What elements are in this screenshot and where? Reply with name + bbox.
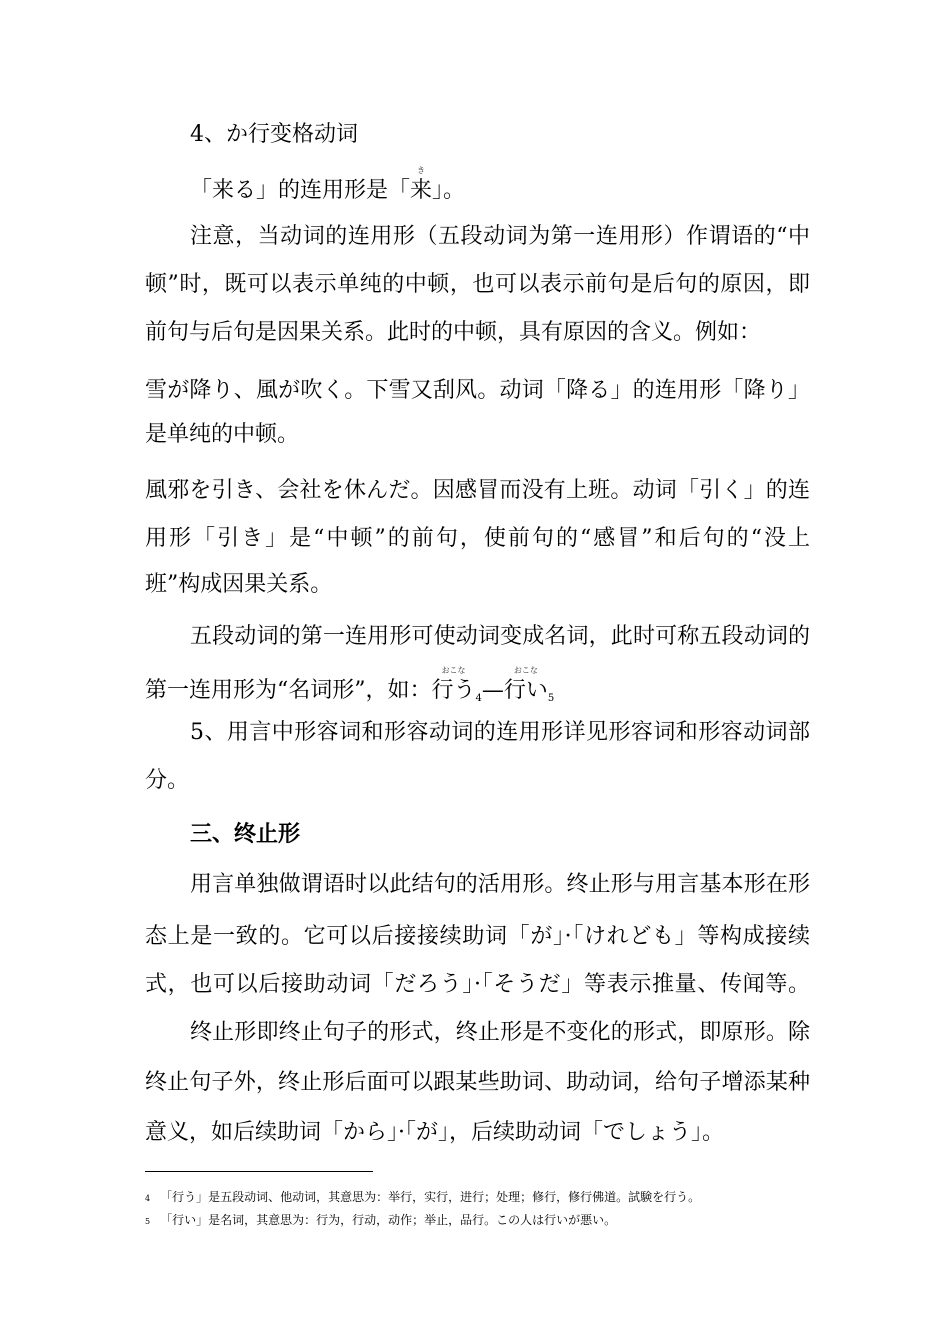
footnote-5-text: 「行い」是名词，其意思为：行为，行动，动作；举止，品行。この人は行いが悪い。 [160, 1213, 617, 1227]
kuru-text: 「来る」的连用形是「 き 来」。 [190, 178, 465, 203]
godan-paragraph-line-2 [145, 666, 810, 714]
kuru-ki-ruby: き [417, 166, 426, 175]
footnote-4 [145, 1189, 825, 1207]
shushikei-paragraph-1-line-3: 式，也可以后接助动词「だろう」·「そうだ」等表示推量、传闻等。 [145, 972, 810, 997]
heading-5-line-1: 5、用言中形容词和形容动词的连用形详见形容词和形容动词部 [190, 720, 810, 745]
paragraph-note-line-3: 前句与后句是因果关系。此时的中顿，具有原因的含义。例如： [145, 320, 762, 345]
shushikei-paragraph-2-line-1: 终止形即终止句子的形式，终止形是不变化的形式，即原形。除 [190, 1020, 810, 1045]
heading-ka-irregular-verb: 4、か行变格动词 [190, 122, 358, 147]
example-1-line-1: 雪が降り、風が吹く。下雪又刮风。动词「降る」的连用形「降り」 [145, 378, 810, 403]
word-okonau-base: 行う [431, 678, 476, 703]
footnote-separator [145, 1171, 373, 1172]
dash: — [481, 678, 504, 703]
footnote-5-number: 5 [145, 1217, 151, 1226]
shushikei-paragraph-2-line-2: 终止句子外，终止形后面可以跟某些助词、助动词，给句子增添某种 [145, 1070, 810, 1095]
godan-line-2-text: 第一连用形为“名词形”，如： [145, 678, 432, 703]
paragraph-note-line-2: 顿”时，既可以表示单纯的中顿，也可以表示前句是后句的原因，即 [145, 272, 810, 297]
word-okonai-base: 行い [503, 678, 548, 703]
shushikei-paragraph-1-line-1: 用言单独做谓语时以此结句的活用形。终止形与用言基本形在形 [190, 872, 810, 897]
shushikei-paragraph-2-line-3: 意义，如后续助词「から」·「が」，后续助动词「でしょう」。 [145, 1120, 724, 1145]
example-2-line-1: 風邪を引き、会社を休んだ。因感冒而没有上班。动词「引く」的连 [145, 478, 810, 503]
heading-5-line-2: 分。 [145, 768, 190, 793]
example-1-line-2: 是单纯的中顿。 [145, 422, 300, 447]
shushikei-paragraph-1-line-2: 态上是一致的。它可以后接接续助词「が」·「けれども」等构成接续 [145, 924, 810, 949]
paragraph-kuru [190, 166, 810, 206]
godan-paragraph-line-1: 五段动词的第一连用形可使动词变成名词，此时可称五段动词的 [190, 624, 810, 649]
footnote-5 [145, 1212, 825, 1230]
word-okonai-ruby: おこな [513, 666, 538, 675]
footnote-ref-5[interactable]: 5 [547, 693, 555, 704]
heading-shushikei: 三、终止形 [190, 822, 301, 847]
footnote-4-text: 「行う」是五段动词、他动词，其意思为：举行，实行，进行；处理；修行，修行佛道。試験を行う。 [160, 1190, 701, 1204]
word-okonau-ruby: おこな [441, 666, 466, 675]
example-2-line-2: 用形「引き」是“中顿”的前句，使前句的“感冒”和后句的“没上 [145, 526, 810, 551]
example-2-line-3: 班”构成因果关系。 [145, 572, 333, 597]
kuru-ki-ruby-wrap: き 来 [410, 166, 433, 203]
word-okonau [431, 666, 476, 706]
paragraph-note-line-1: 注意，当动词的连用形（五段动词为第一连用形）作谓语的“中 [190, 224, 810, 249]
footnote-ref-4[interactable]: 4 [475, 693, 482, 704]
footnote-4-number: 4 [145, 1194, 151, 1203]
word-okonai [503, 666, 548, 706]
